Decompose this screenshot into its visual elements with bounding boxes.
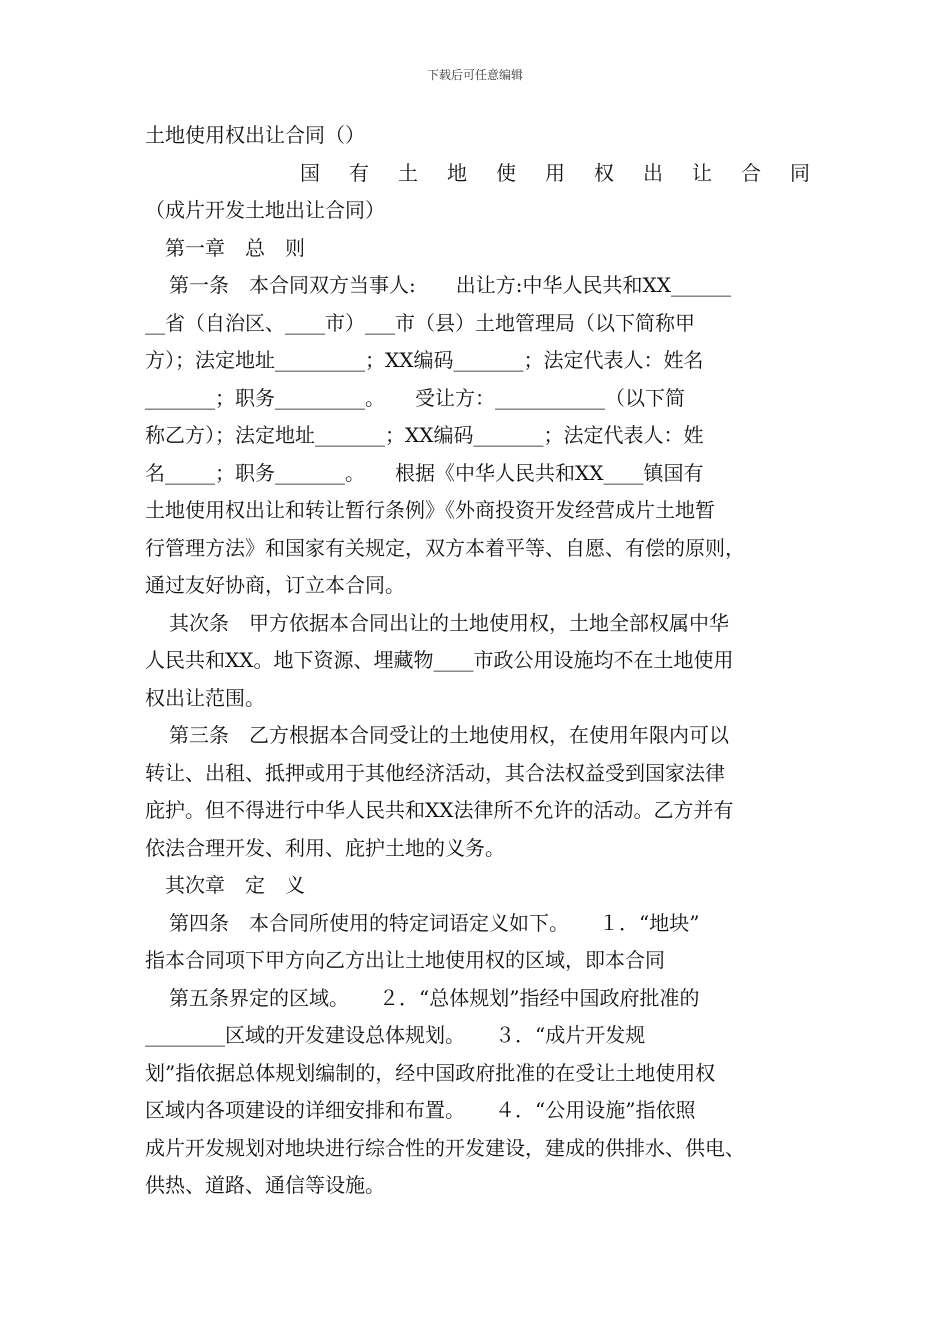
chapter-heading: 其次章 定 义 (165, 873, 305, 897)
text-line: __省（自治区、____市）___市（县）土地管理局（以下简称甲 (145, 310, 695, 335)
main-title-char: 让 (692, 160, 712, 185)
text-line: 通过友好协商，订立本合同。 (145, 573, 405, 597)
main-title-char: 用 (545, 160, 565, 185)
document-body (145, 117, 810, 1205)
main-title-char: 地 (447, 160, 467, 185)
text-line: 第一条 本合同双方当事人: 出让方:中华人民共和XX______ (169, 273, 731, 297)
chapter-heading: 第一章 总 则 (165, 235, 305, 260)
text-line: 成片开发规划对地块进行综合性的开发建设，建成的供排水、供电、 (145, 1135, 745, 1160)
text-line: 转让、出租、抵押或用于其他经济活动，其合法权益受到国家法律 (145, 760, 725, 785)
text-line: 其次条 甲方依据本合同出让的土地使用权，土地全部权属中华 (169, 610, 729, 635)
text-line: 划”指依据总体规划编制的，经中国政府批准的在受让土地使用权 (145, 1060, 716, 1085)
main-title (145, 155, 810, 193)
text-line: _______；职务_________。 受让方：___________（以下简 (145, 385, 685, 410)
main-title-char: 使 (496, 160, 516, 185)
text-line: 权出让范围。 (145, 685, 265, 710)
text-line: 依法合理开发、利用、庇护土地的义务。 (145, 835, 505, 860)
subtitle: （成片开发土地出让合同） (145, 198, 385, 222)
text-line: 第四条 本合同所使用的特定词语定义如下。 １．“地块” (169, 910, 700, 935)
text-line: 指本合同项下甲方向乙方出让土地使用权的区域，即本合同 (145, 948, 665, 972)
main-title-char: 有 (349, 160, 369, 185)
text-line: 第三条 乙方根据本合同受让的土地使用权，在使用年限内可以 (169, 723, 729, 747)
text-line: ________区域的开发建设总体规划。 ３．“成片开发规 (145, 1023, 646, 1047)
text-line: 方）；法定地址_________；XX编码_______；法定代表人：姓名 (145, 348, 704, 372)
main-title-char: 权 (594, 160, 614, 185)
page-header-note: 下载后可任意编辑 (426, 68, 523, 82)
main-title-char: 出 (643, 160, 663, 185)
main-title-char: 合 (741, 160, 761, 185)
text-line: 人民共和XX。地下资源、埋藏物____市政公用设施均不在土地使用 (145, 648, 734, 672)
text-line: 庇护。但不得进行中华人民共和XX法律所不允许的活动。乙方并有 (145, 798, 734, 822)
text-line: 供热、道路、通信等设施。 (145, 1173, 385, 1197)
text-line: 土地使用权出让和转让暂行条例》《外商投资开发经营成片土地暂 (145, 498, 715, 522)
text-line: 区域内各项建设的详细安排和布置。 ４．“公用设施”指依照 (145, 1098, 696, 1122)
document-title-line: 土地使用权出让合同（） (145, 123, 365, 147)
main-title-char: 同 (790, 160, 810, 185)
text-line: 第五条界定的区域。 ２．“总体规划”指经中国政府批准的 (169, 985, 700, 1010)
main-title-char: 国 (300, 160, 320, 185)
text-line: 称乙方）；法定地址_______；XX编码_______；法定代表人：姓 (145, 423, 704, 447)
text-line: 行管理方法》和国家有关规定，双方本着平等、自愿、有偿的原则， (145, 535, 745, 560)
text-line: 名_____；职务_______。 根据《中华人民共和XX____镇国有 (145, 460, 704, 485)
main-title-char: 土 (398, 160, 418, 185)
